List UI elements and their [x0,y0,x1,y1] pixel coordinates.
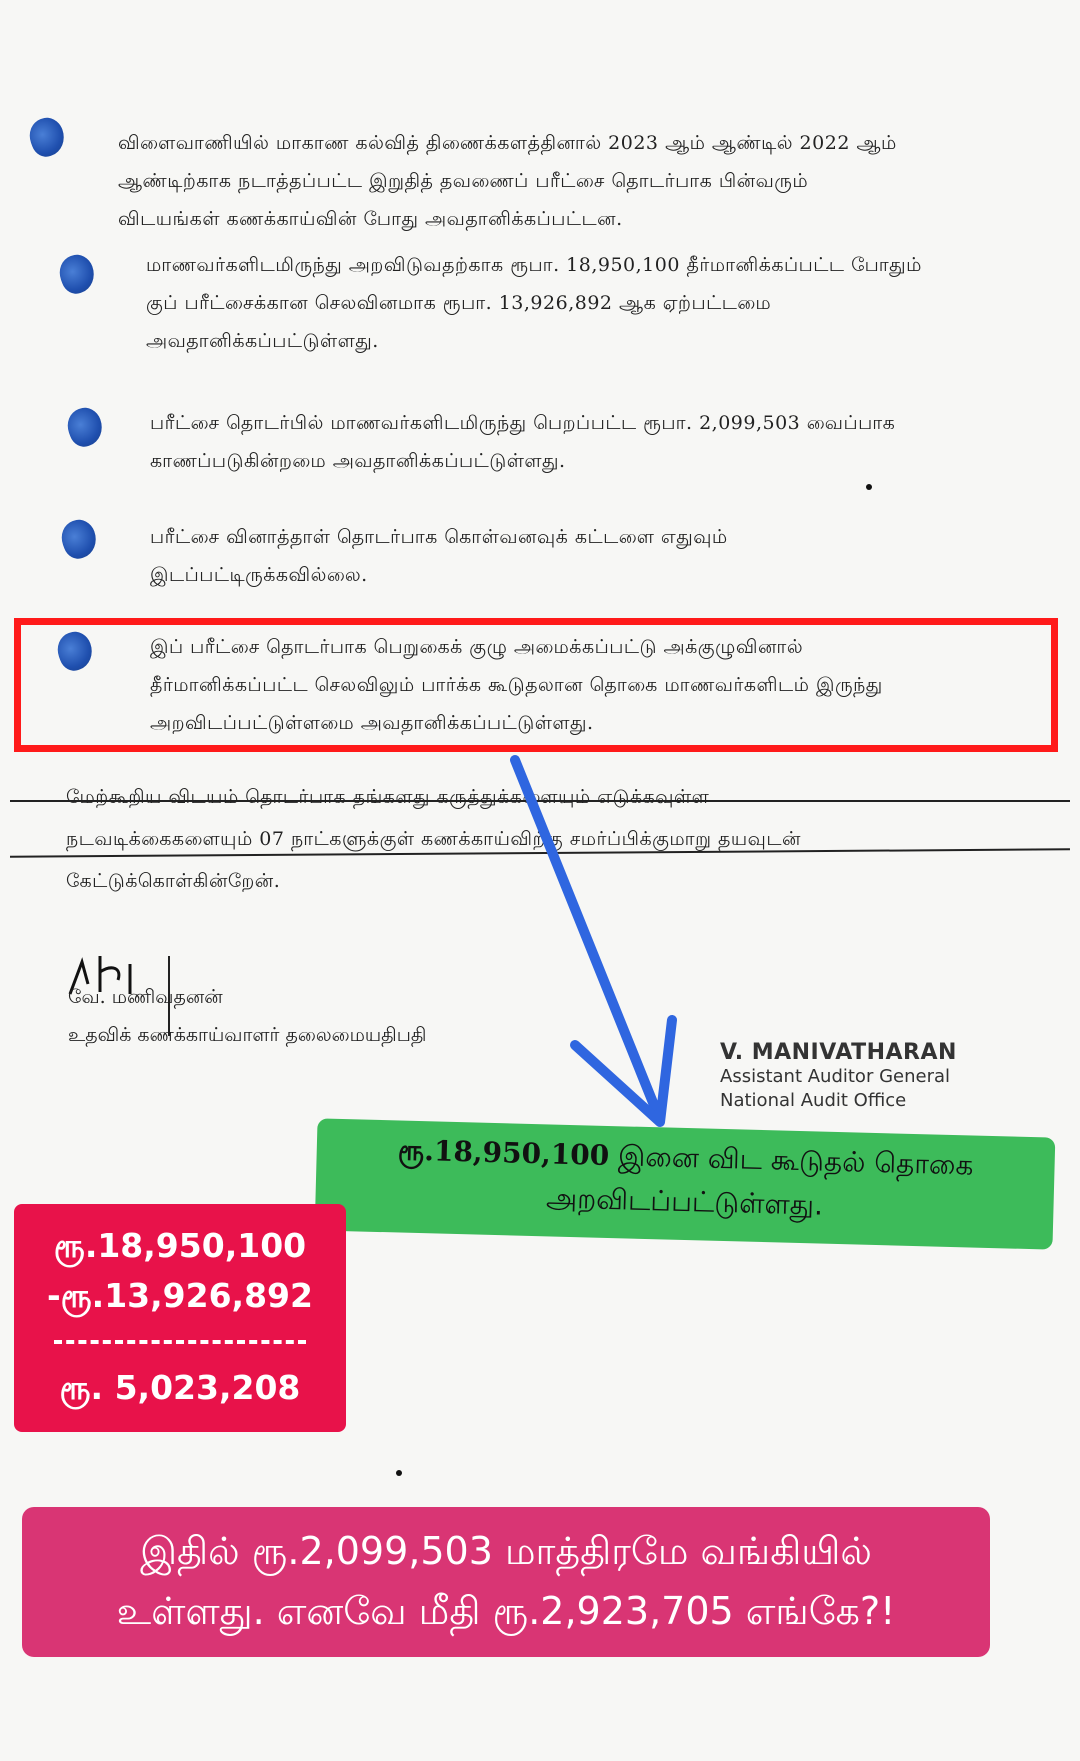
paragraph-line: பரீட்சை வினாத்தாள் தொடர்பாக கொள்வனவுக் கட்டளை எதுவும் [150,526,728,548]
paragraph-line: ஆண்டிற்காக நடாத்தப்பட்ட இறுதித் தவணைப் பரீட்சை தொடர்பாக பின்வரும் [118,170,809,192]
paragraph-line: மேற்கூறிய விடயம் தொடர்பாக தங்களது கருத்துக்களையும் எடுக்கவுள்ள [66,786,710,808]
callout-text: அறவிடப்பட்டுள்ளது. [545,1181,824,1222]
paragraph-line: அறவிடப்பட்டுள்ளமை அவதானிக்கப்பட்டுள்ளது. [150,712,594,734]
stamp-name: V. MANIVATHARAN [720,1040,957,1065]
paragraph-line: மாணவர்களிடமிருந்து அறவிடுவதற்காக ரூபா. 18,950,100 தீர்மானிக்கப்பட்ட போதும் [146,254,922,276]
signatory-name: வே. மணிவதனன் [68,986,223,1008]
ink-dot [396,1470,402,1476]
stamp-title: Assistant Auditor General [720,1066,951,1087]
stamp-office: National Audit Office [720,1090,907,1111]
paragraph-line: விடயங்கள் கணக்காய்வின் போது அவதானிக்கப்பட்டன. [118,208,623,230]
ink-dot [866,484,872,490]
calc-line-2: -ரூ.13,926,892 [47,1276,313,1315]
paragraph-line: இடப்பட்டிருக்கவில்லை. [150,564,368,586]
signatory-title: உதவிக் கணக்காய்வாளர் தலைமையதிபதி [68,1024,427,1046]
paragraph-line: பரீட்சை தொடர்பில் மாணவர்களிடமிருந்து பெறப்பட்ட ரூபா. 2,099,503 வைப்பாக [150,412,896,434]
calc-divider [54,1340,306,1344]
paragraph-line: குப் பரீட்சைக்கான செலவினமாக ரூபா. 13,926,892 ஆக ஏற்பட்டமை [146,292,772,314]
paragraph-line: காணப்படுகின்றமை அவதானிக்கப்பட்டுள்ளது. [150,450,566,472]
paragraph-line: விளைவாணியில் மாகாண கல்வித் திணைக்களத்தினால் 2023 ஆம் ஆண்டில் 2022 ஆம் [118,132,897,154]
calculation-box [14,1204,346,1432]
calc-result: ரூ. 5,023,208 [59,1368,301,1407]
paragraph-line: இப் பரீட்சை தொடர்பாக பெறுகைக் குழு அமைக்கப்பட்டு அக்குழுவினால் [150,636,804,658]
paragraph-line: கேட்டுக்கொள்கின்றேன். [66,870,281,892]
calc-line-1: ரூ.18,950,100 [53,1226,307,1265]
paragraph-line: நடவடிக்கைகளையும் 07 நாட்களுக்குள் கணக்காய்விற்கு சமர்ப்பிக்குமாறு தயவுடன் [66,828,801,850]
pink-callout [22,1507,990,1657]
green-callout [315,1118,1056,1249]
paragraph-line: தீர்மானிக்கப்பட்ட செலவிலும் பார்க்க கூடுதலான தொகை மாணவர்களிடம் இருந்து [150,674,883,696]
paragraph-line: அவதானிக்கப்பட்டுள்ளது. [146,330,379,352]
callout-text: இனை விட கூடுதல் தொகை [608,1139,974,1182]
pink-callout-line: உள்ளது. எனவே மீதி ரூ.2,923,705 எங்கே?! [116,1589,896,1633]
pink-callout-line: இதில் ரூ.2,099,503 மாத்திரமே வங்கியில் [140,1529,872,1573]
callout-amount: ரூ.18,950,100 [397,1133,610,1173]
